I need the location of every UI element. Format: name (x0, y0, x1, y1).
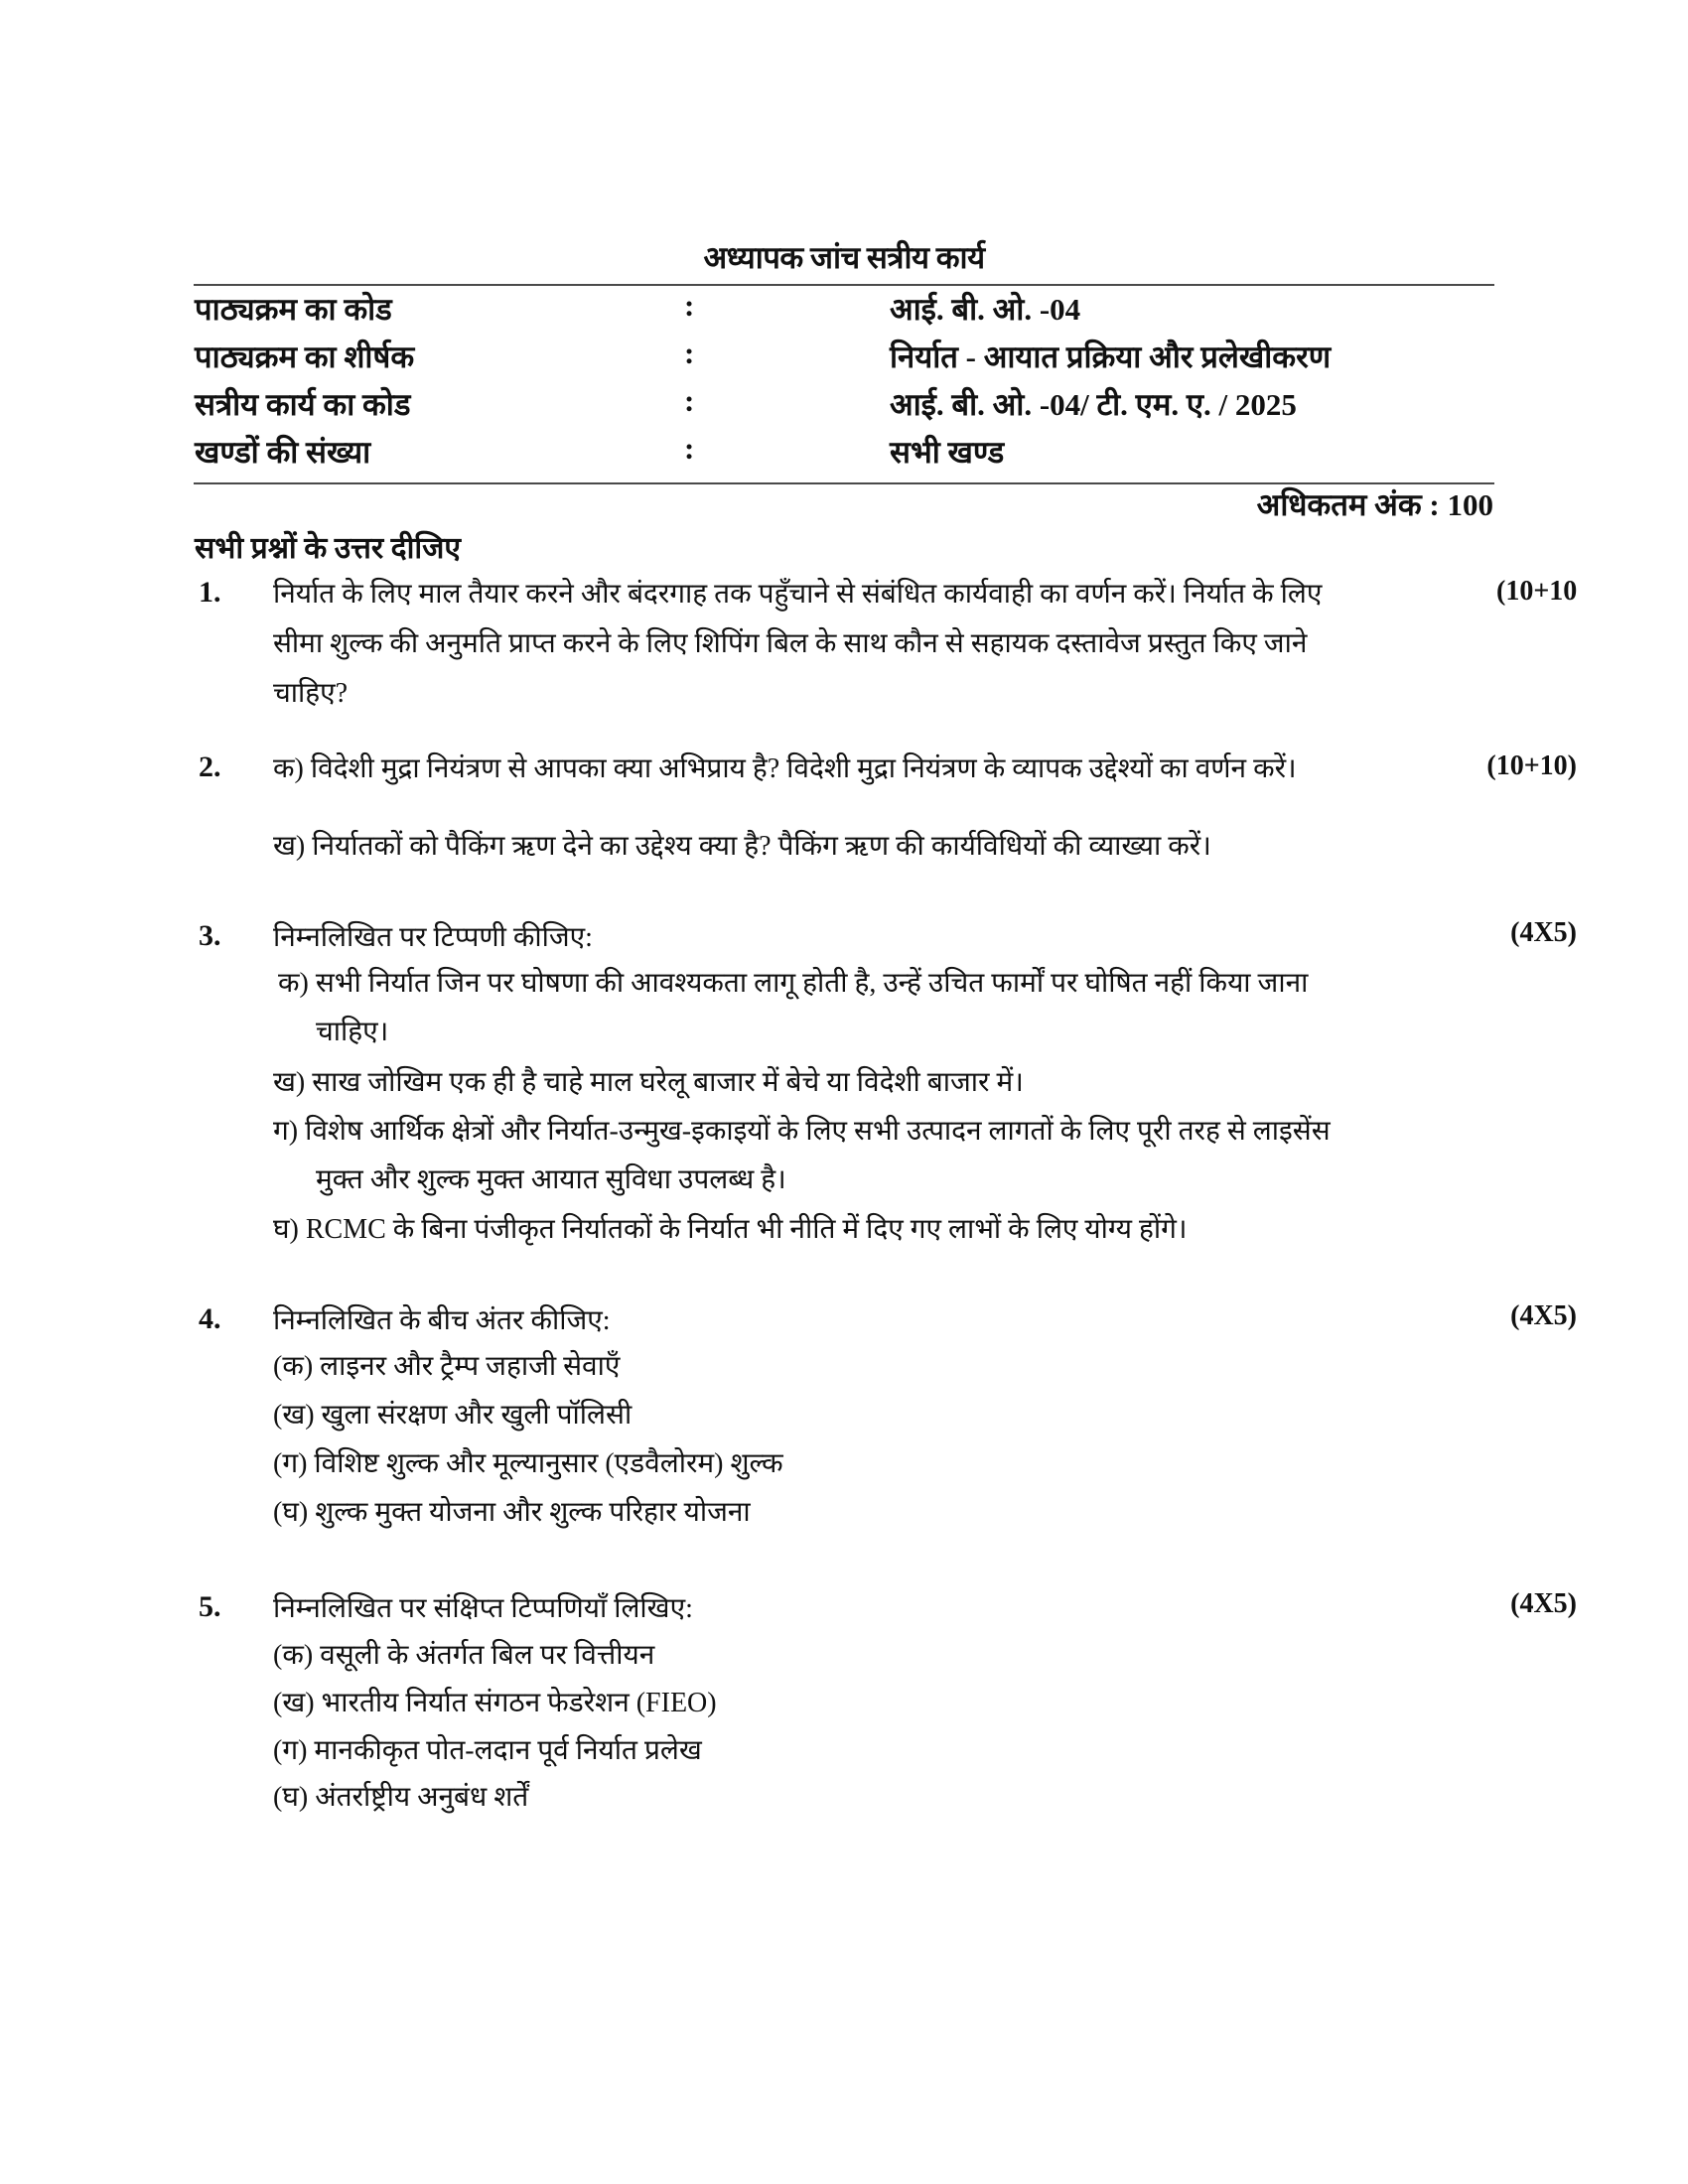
meta-label: पाठ्यक्रम का शीर्षक (195, 340, 415, 374)
question-3-number: 3. (199, 919, 221, 952)
question-4-number: 4. (199, 1302, 221, 1335)
question-2-part-a: क) विदेशी मुद्रा नियंत्रण से आपका क्या अभिप्राय है? विदेशी मुद्रा नियंत्रण के व्यापक उद्देश्यों का वर्णन करें। (273, 753, 1297, 784)
meta-value: आई. बी. ओ. -04 (890, 292, 1081, 327)
question-1-line: चाहिए? (273, 678, 349, 709)
question-1-marks: (10+10 (1496, 576, 1578, 607)
question-2-number: 2. (199, 751, 221, 783)
meta-colon: : (684, 383, 695, 418)
question-1-number: 1. (199, 576, 221, 609)
question-5-part-c: (ग) मानकीकृत पोत-लदान पूर्व निर्यात प्रलेख (273, 1735, 702, 1766)
question-3-prompt: निम्नलिखित पर टिप्पणी कीजिए: (273, 922, 593, 953)
meta-colon: : (684, 336, 695, 370)
meta-label: सत्रीय कार्य का कोड (195, 387, 411, 422)
question-3-part-b: ख) साख जोखिम एक ही है चाहे माल घरेलू बाजार में बेचे या विदेशी बाजार में। (273, 1067, 1024, 1098)
question-5-prompt: निम्नलिखित पर संक्षिप्त टिप्पणियाँ लिखिए: (273, 1593, 693, 1624)
question-4-part-c: (ग) विशिष्ट शुल्क और मूल्यानुसार (एडवैलोरम) शुल्क (273, 1448, 783, 1479)
meta-label: खण्डों की संख्या (195, 435, 371, 470)
meta-value: आई. बी. ओ. -04/ टी. एम. ए. / 2025 (890, 387, 1297, 422)
meta-row-course-title (195, 336, 1495, 379)
question-1-line: सीमा शुल्क की अनुमति प्राप्त करने के लिए शिपिंग बिल के साथ कौन से सहायक दस्तावेज प्रस्तुत किए जाने (273, 628, 1308, 659)
question-2-part-b: ख) निर्यातकों को पैकिंग ऋण देने का उद्देश्य क्या है? पैकिंग ऋण की कार्यविधियों की व्याख्या करें। (273, 831, 1211, 862)
question-4-part-d: (घ) शुल्क मुक्त योजना और शुल्क परिहार योजना (273, 1497, 751, 1528)
document-title: अध्यापक जांच सत्रीय कार्य (703, 240, 985, 275)
meta-value: निर्यात - आयात प्रक्रिया और प्रलेखीकरण (890, 340, 1332, 374)
top-divider (194, 284, 1494, 286)
max-marks: अधिकतम अंक : 100 (1256, 487, 1493, 522)
meta-row-blocks (195, 431, 1495, 475)
question-2-marks: (10+10) (1486, 751, 1577, 781)
instruction: सभी प्रश्नों के उत्तर दीजिए (195, 532, 461, 565)
question-4-part-a: (क) लाइनर और ट्रैम्प जहाजी सेवाएँ (273, 1351, 621, 1382)
question-3-marks: (4X5) (1510, 917, 1577, 948)
question-3-part-c-cont: मुक्त और शुल्क मुक्त आयात सुविधा उपलब्ध है। (316, 1164, 786, 1195)
question-3-part-c: ग) विशेष आर्थिक क्षेत्रों और निर्यात-उन्मुख-इकाइयों के लिए सभी उत्पादन लागतों के लिए पूरी तरह से लाइसेंस (273, 1116, 1331, 1147)
question-5-part-a: (क) वसूली के अंतर्गत बिल पर वित्तीयन (273, 1640, 655, 1671)
question-5-marks: (4X5) (1510, 1588, 1577, 1619)
question-5-part-b: (ख) भारतीय निर्यात संगठन फेडरेशन (FIEO) (273, 1688, 717, 1718)
question-3-part-d: घ) RCMC के बिना पंजीकृत निर्यातकों के निर्यात भी नीति में दिए गए लाभों के लिए योग्य होंगे। (273, 1214, 1188, 1245)
meta-row-course-code (195, 288, 1495, 332)
meta-colon: : (684, 431, 695, 466)
question-3-part-a: क) सभी निर्यात जिन पर घोषणा की आवश्यकता लागू होती है, उन्हें उचित फार्मों पर घोषित नहीं किया जाना (278, 968, 1309, 999)
meta-label: पाठ्यक्रम का कोड (195, 292, 392, 327)
question-5-part-d: (घ) अंतर्राष्ट्रीय अनुबंध शर्तें (273, 1782, 529, 1813)
question-3-part-a-cont: चाहिए। (316, 1017, 389, 1047)
question-4-prompt: निम्नलिखित के बीच अंतर कीजिए: (273, 1305, 611, 1336)
meta-value: सभी खण्ड (890, 435, 1005, 470)
meta-colon: : (684, 288, 695, 323)
question-4-marks: (4X5) (1510, 1300, 1577, 1331)
question-1-line: निर्यात के लिए माल तैयार करने और बंदरगाह तक पहुँचाने से संबंधित कार्यवाही का वर्णन करें। निर्यात के लिए (273, 579, 1323, 610)
question-4-part-b: (ख) खुला संरक्षण और खुली पॉलिसी (273, 1400, 633, 1431)
question-5-number: 5. (199, 1590, 221, 1623)
meta-row-assignment-code (195, 383, 1495, 427)
